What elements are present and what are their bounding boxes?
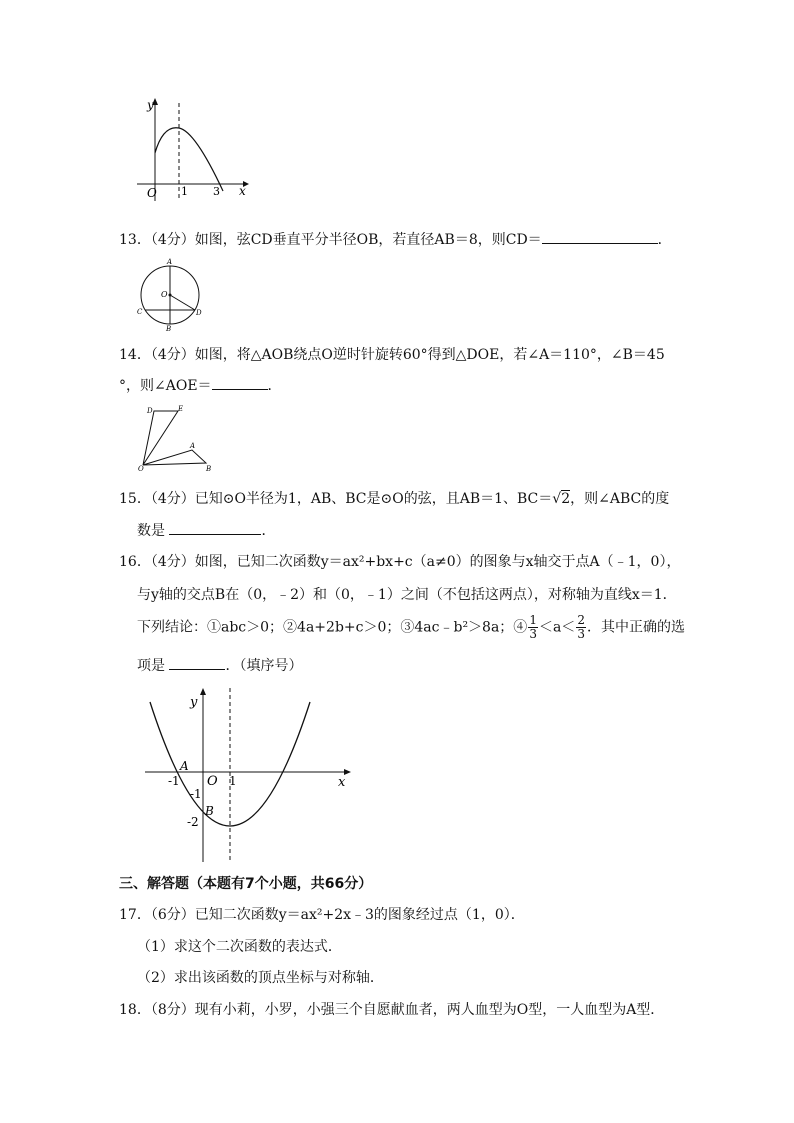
q14-end: ．: [267, 378, 282, 394]
q16-line1: 16．（4分）如图，已知二次函数y＝ax²+bx+c（a≠0）的图象与x轴交于点A（﹣1，0），: [119, 554, 681, 570]
q12-y-label: y: [147, 98, 154, 112]
q16-tick-neg1-x: -1: [168, 774, 180, 788]
q16-line3-text-a: 下列结论：①abc＞0；②4a+2b+c＞0；③4ac﹣b²＞8a；④: [137, 619, 528, 636]
q13-label-b: B: [166, 325, 172, 333]
q14-line2-text: °，则∠AOE＝: [119, 378, 212, 394]
q16-line4-end: ．（填序号）: [225, 658, 303, 674]
q16-tick-1-x: 1: [229, 774, 237, 788]
q15-text-b: ，则∠ABC的度: [570, 491, 670, 507]
q16-line2: 与y轴的交点B在（0，﹣2）和（0，﹣1）之间（不包括这两点），对称轴为直线x＝1．: [137, 587, 677, 603]
q14-line1: 14．（4分）如图，将△AOB绕点O逆时针旋转60°得到△DOE，若∠A＝110°，∠B＝45: [119, 347, 665, 363]
q16-line3-text-b: ＜a＜: [538, 619, 576, 636]
q12-tick-1: 1: [181, 185, 188, 198]
q17-line1: 17．（6分）已知二次函数y＝ax²+2x﹣3的图象经过点（1，0）．: [119, 907, 525, 923]
q16-line3: [137, 614, 685, 641]
q14-line2: [119, 375, 282, 395]
q16-origin-label: O: [207, 774, 218, 789]
q15-answer-blank[interactable]: [169, 520, 261, 535]
sqrt-symbol: √: [552, 491, 562, 507]
q16-answer-blank[interactable]: [169, 655, 225, 670]
q13-circle-figure: [136, 257, 206, 333]
q15-line1: [119, 488, 669, 508]
q13-answer-blank[interactable]: [542, 229, 658, 244]
q15-sqrt-value: 2: [561, 491, 571, 507]
q18-line1: 18．（8分）现有小莉，小罗，小强三个自愿献血者，两人血型为O型，一人血型为A型．: [119, 1002, 665, 1018]
q13-end: ．: [657, 232, 672, 248]
q13-label-a: A: [167, 258, 173, 266]
q16-point-a-label: A: [180, 759, 189, 773]
q16-y-label: y: [190, 695, 198, 710]
q14-answer-blank[interactable]: [212, 375, 268, 390]
q15-text-a: 15．（4分）已知⊙O半径为1，AB、BC是⊙O的弦，且AB＝1、BC＝: [119, 491, 553, 507]
q13-label-c: C: [137, 308, 143, 316]
q16-point-b-label: B: [205, 804, 214, 818]
q12-tick-3: 3: [213, 185, 220, 198]
q15-line2: [137, 520, 275, 540]
q16-line4: [137, 655, 302, 675]
q14-triangle-figure: [136, 402, 218, 474]
q12-x-label: x: [239, 184, 246, 198]
q14-label-o: O: [138, 465, 144, 473]
fraction-one-third: $\frac{1}{3}$: [529, 613, 537, 641]
q13-line: [119, 229, 672, 249]
q15-end: ．: [261, 523, 276, 539]
q17-sub2: （2）求出该函数的顶点坐标与对称轴．: [137, 970, 384, 986]
q15-line2-text: 数是: [137, 523, 165, 539]
q13-text: 13．（4分）如图，弦CD垂直平分半径OB，若直径AB＝8，则CD＝: [119, 232, 542, 248]
q14-label-e: E: [178, 405, 184, 413]
fraction-two-thirds: $\frac{2}{3}$: [577, 613, 585, 641]
q16-line3-text-c: ．其中正确的选: [586, 619, 685, 636]
q16-parabola-graph: [140, 684, 355, 864]
q12-origin-label: O: [147, 186, 157, 200]
q13-label-o: O: [161, 290, 168, 299]
q14-label-a: A: [190, 442, 196, 450]
q16-tick-neg1-y: -1: [190, 787, 202, 801]
q12-graph: [133, 95, 251, 203]
section-three-title: 三、解答题（本题有7个小题，共66分）: [119, 876, 373, 892]
q14-label-d: D: [147, 407, 153, 415]
q16-x-label: x: [338, 775, 346, 790]
q16-line4-text: 项是: [137, 658, 165, 674]
q17-sub1: （1）求这个二次函数的表达式．: [137, 939, 342, 955]
q14-label-b: B: [206, 465, 212, 473]
q16-tick-neg2-y: -2: [187, 815, 199, 829]
q13-label-d: D: [196, 309, 202, 317]
